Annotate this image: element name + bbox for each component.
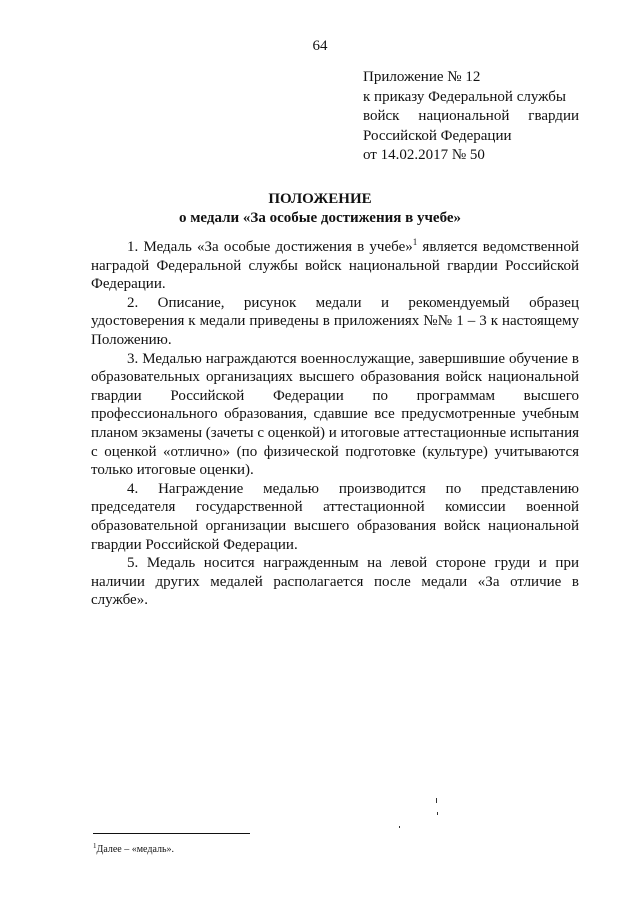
paragraph-1-end: является ведомственной наградой Федеральной службы войск национальной гвардии Российской Федерации. (91, 239, 579, 293)
appendix-service-name: войск национальной гвардии (363, 108, 579, 124)
document-title: ПОЛОЖЕНИЕ (268, 191, 372, 207)
paragraph-5: 5. Медаль носится награжденным на левой стороне груди и при наличии других медалей располагается после медали «За отличие в службе». (91, 555, 579, 609)
appendix-header (363, 68, 579, 166)
appendix-country: Российской Федерации (363, 127, 512, 144)
footnote (93, 844, 174, 856)
document-body (91, 238, 579, 610)
appendix-date-number: от 14.02.2017 № 50 (363, 147, 485, 163)
page-number: 64 (312, 38, 328, 54)
paragraph-4: 4. Награждение медалью производится по представлению председателя государственной аттестационной комиссии военной образовательной организации высшего образования войск национальной гвардии Российской Федерации. (91, 480, 579, 553)
scan-mark (437, 812, 438, 815)
footnote-text: Далее – «медаль». (96, 844, 175, 855)
footnote-divider (93, 833, 250, 834)
paragraph-2: 2. Описание, рисунок медали и рекомендуемый образец удостоверения к медали приведены в приложениях №№ 1 – 3 к настоящему Положению. (91, 294, 579, 348)
document-subtitle: о медали «За особые достижения в учебе» (178, 210, 462, 226)
paragraph-1 (91, 238, 579, 294)
appendix-order-ref: к приказу Федеральной службы (363, 88, 567, 105)
paragraph-1-start: 1. Медаль «За особые достижения в учебе» (127, 239, 413, 255)
footnote-number: 1 (93, 842, 97, 850)
footnote-marker: 1 (412, 237, 418, 247)
paragraph-3: 3. Медалью награждаются военнослужащие, завершившие обучение в образовательных организациях высшего образования войск национальной гвардии Российской Федерации по программам высшего профессионального образования, сдавшие все предусмотренные учебным планом экзамены (зачеты с оценкой) и итоговые аттестационные испытания с оценкой «отлично» (по физической подготовке (культуре) учитываются только итоговые оценки). (91, 350, 579, 479)
scan-mark (436, 798, 437, 803)
scan-mark (399, 826, 400, 828)
appendix-number: Приложение № 12 (363, 69, 481, 85)
